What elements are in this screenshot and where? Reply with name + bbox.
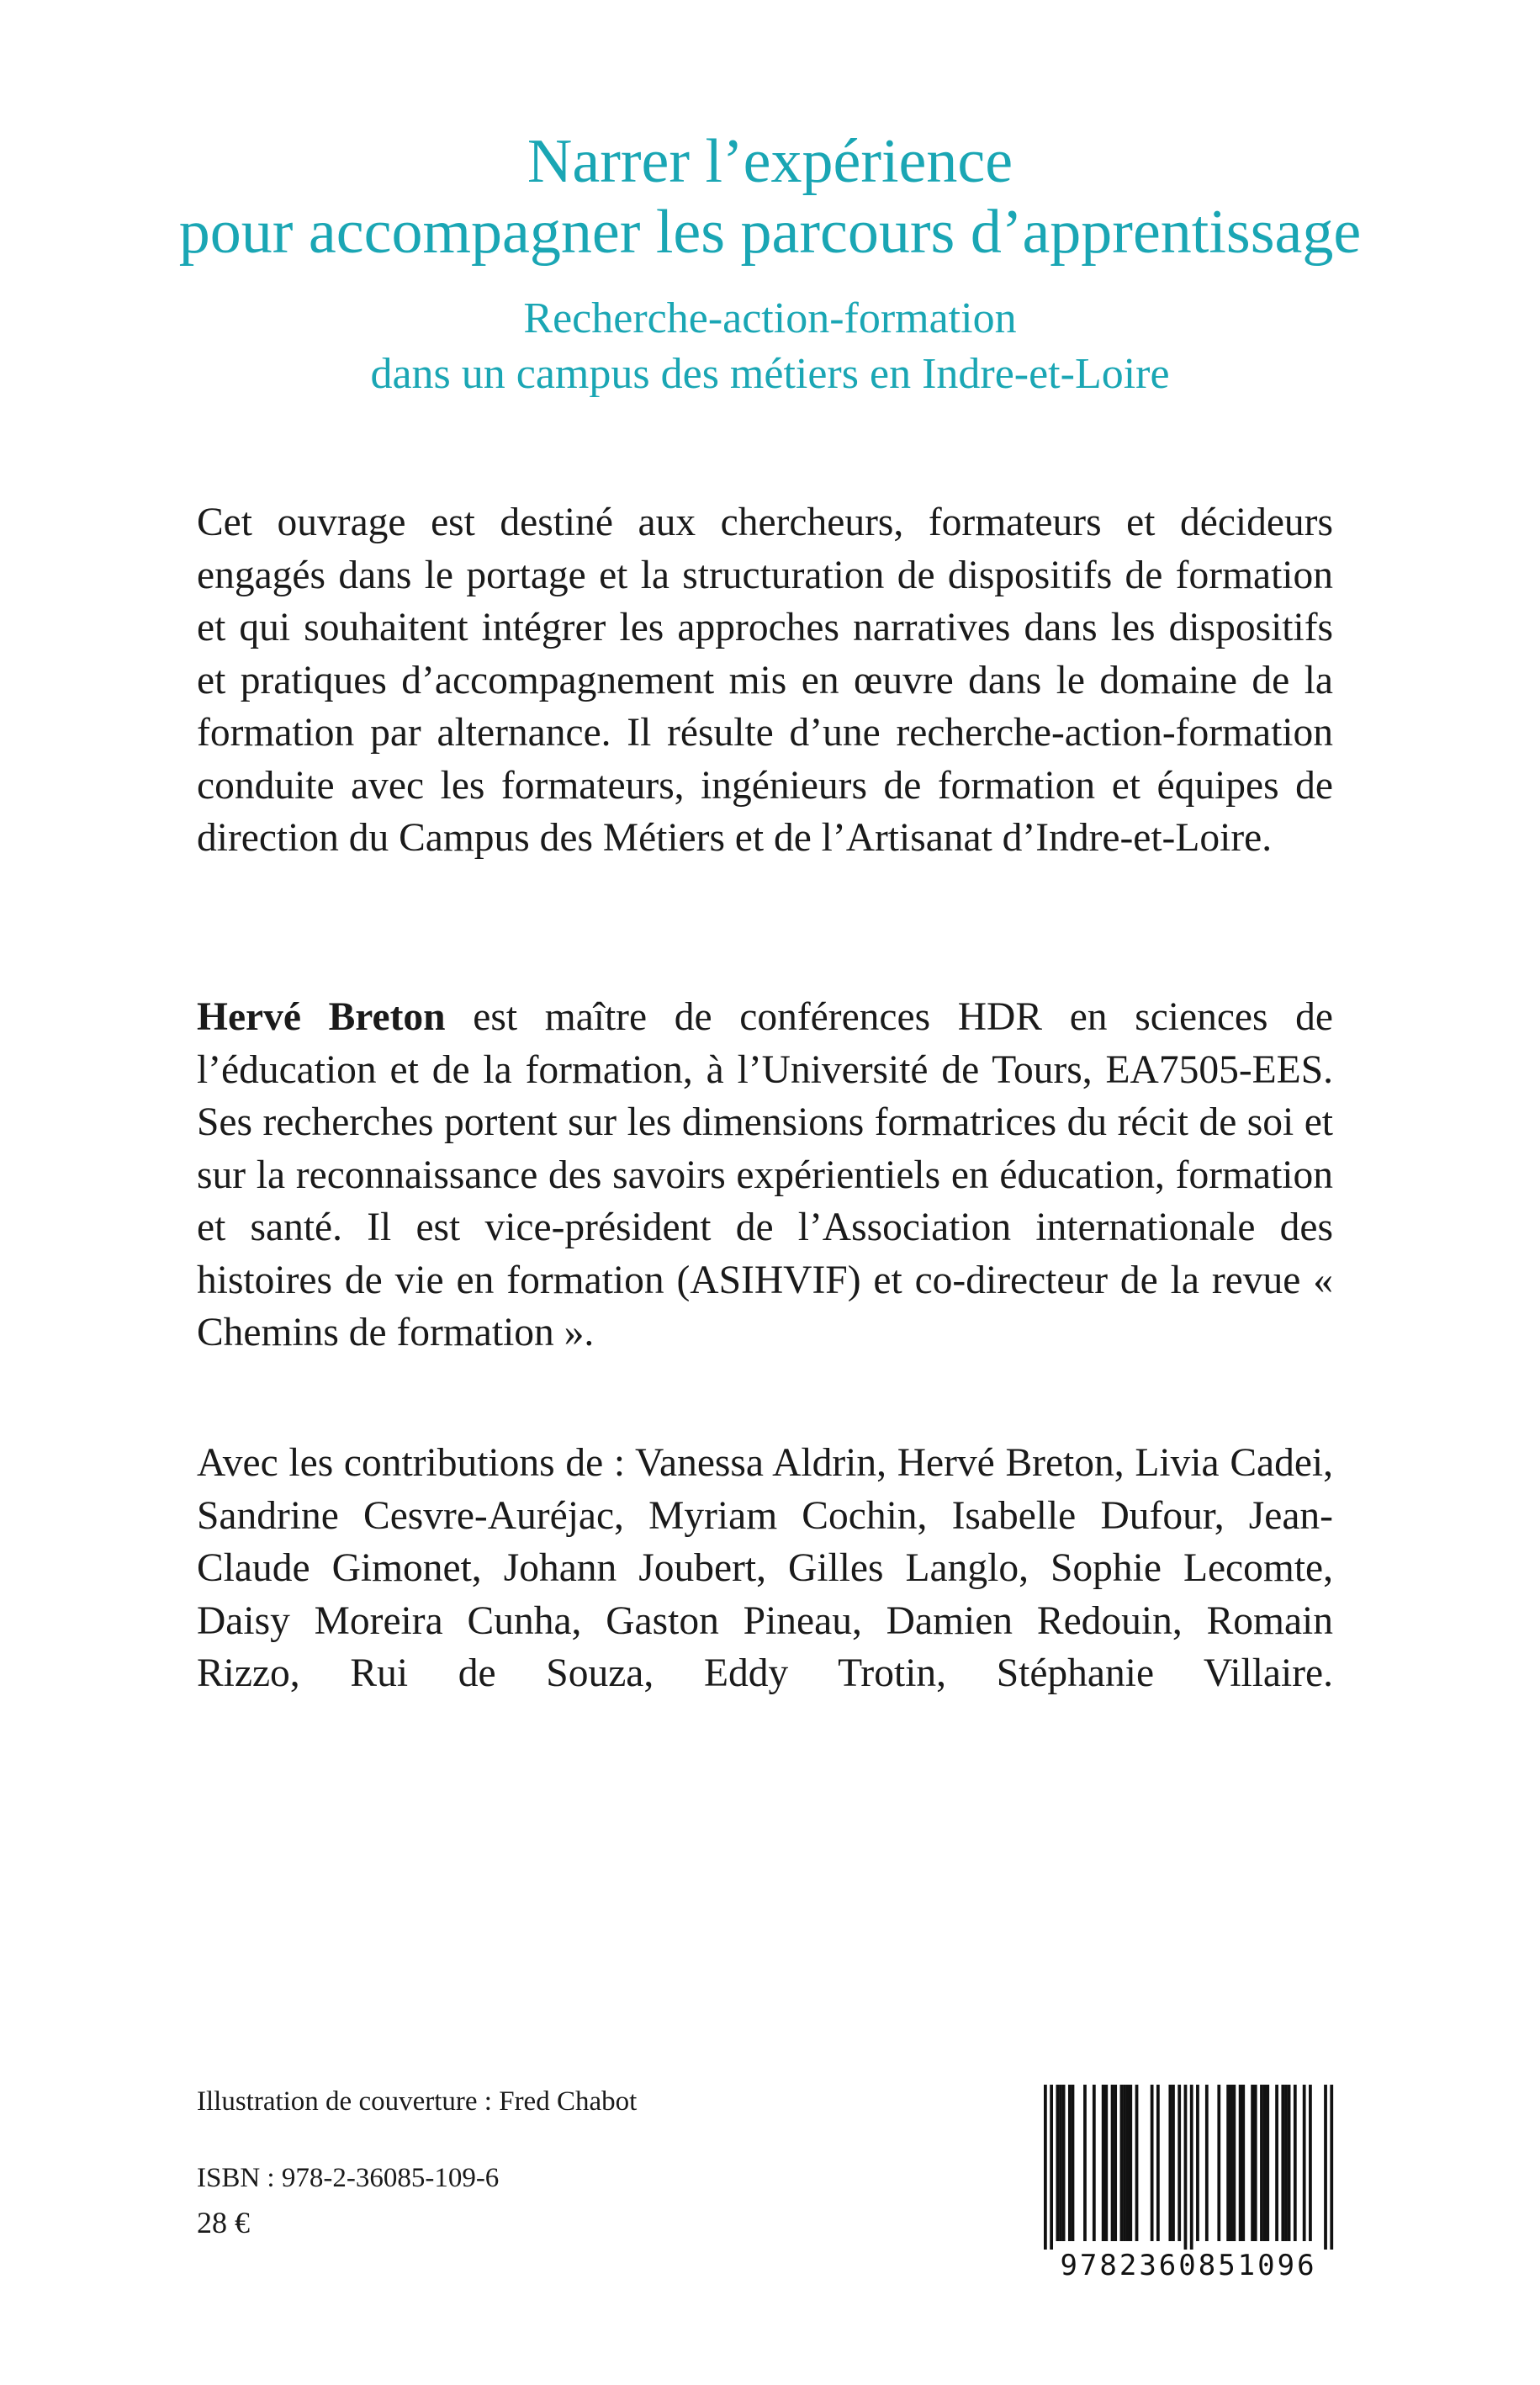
barcode-bar <box>1172 2085 1175 2241</box>
barcode-bar <box>1111 2085 1114 2241</box>
barcode-bar <box>1275 2085 1278 2241</box>
barcode-bar <box>1190 2085 1193 2250</box>
barcode-bar <box>1196 2085 1199 2241</box>
barcode-bar <box>1230 2085 1233 2241</box>
barcode-bar <box>1241 2085 1245 2241</box>
barcode-bar <box>1263 2085 1267 2241</box>
barcode-bar <box>1217 2085 1220 2241</box>
barcode-bar <box>1288 2085 1291 2241</box>
barcode-bar <box>1205 2085 1209 2241</box>
barcode-bar <box>1151 2085 1154 2241</box>
barcode-bar <box>1114 2085 1117 2241</box>
barcode-bar <box>1309 2085 1312 2241</box>
barcode-bar <box>1284 2085 1288 2241</box>
isbn-barcode <box>1040 2085 1336 2281</box>
barcode-bar <box>1294 2085 1297 2241</box>
author-bio: est maître de conférences HDR en sciences de l’éducation et de la formation, à l’Université de Tours, EA7505-EES. Ses recherches portent sur les dimensions formatrices du récit de soi et sur la reconnaissance des savoirs expérientiels en éducation, formation et santé. Il est vice-président de l’Association internationale des histoires de vie en formation (ASIHVIF) et co-directeur de la revue « Chemins de formation ». <box>197 995 1333 1354</box>
subtitle-block <box>0 291 1540 402</box>
barcode-bar <box>1044 2085 1047 2250</box>
barcode-bar <box>1251 2085 1254 2241</box>
barcode-bar <box>1266 2085 1269 2241</box>
book-title-line-2: pour accompagner les parcours d’apprentissage <box>178 198 1362 267</box>
barcode-bar <box>1059 2085 1062 2241</box>
barcode-bars <box>1044 2085 1333 2250</box>
illustration-credit: Illustration de couverture : Fred Chabot <box>197 2086 638 2117</box>
barcode-bar <box>1281 2085 1284 2241</box>
barcode-bar <box>1068 2085 1072 2241</box>
barcode-bar <box>1177 2085 1181 2241</box>
barcode-bar <box>1324 2085 1327 2250</box>
barcode-bar <box>1102 2085 1105 2241</box>
author-bio-paragraph <box>197 991 1333 1359</box>
contributions-paragraph: Avec les contributions de : Vanessa Aldrin, Hervé Breton, Livia Cadei, Sandrine Cesvre-Auréjac, Myriam Cochin, Isabelle Dufour, Jean-Claude Gimonet, Johann Joubert, Gilles Langlo, Sophie Lecomte, Daisy Moreira Cunha, Gaston Pineau, Damien Redouin, Romain Rizzo, Rui de Souza, Eddy Trotin, Stéphanie Villaire. <box>197 1441 1333 1695</box>
barcode-bar <box>1129 2085 1132 2241</box>
book-subtitle-line-1: Recherche-action-formation <box>523 294 1017 342</box>
barcode-bar <box>1056 2085 1059 2241</box>
barcode-bar <box>1184 2085 1188 2250</box>
barcode-bar <box>1254 2085 1257 2241</box>
barcode-bar <box>1303 2085 1306 2241</box>
barcode-bar <box>1062 2085 1066 2241</box>
barcode-bar <box>1330 2085 1333 2250</box>
barcode-bar <box>1260 2085 1263 2241</box>
barcode-bar <box>1120 2085 1124 2241</box>
barcode-bar <box>1156 2085 1160 2241</box>
barcode-bar <box>1226 2085 1230 2241</box>
barcode-bar <box>1050 2085 1053 2250</box>
book-subtitle-line-2: dans un campus des métiers en Indre-et-Loire <box>370 350 1170 398</box>
summary-paragraph: Cet ouvrage est destiné aux chercheurs, formateurs et décideurs engagés dans le portage et la structuration de dispositifs de formation et qui souhaitent intégrer les approches narratives dans les dispositifs et pratiques d’accompagnement mis en œuvre dans le domaine de la formation par alternance. Il résulte d’une recherche-action-formation conduite avec les formateurs, ingénieurs de formation et équipes de direction du Campus des Métiers et de l’Artisanat d’Indre-et-Loire. <box>197 501 1333 860</box>
barcode-bar <box>1233 2085 1236 2241</box>
barcode-bar <box>1083 2085 1087 2241</box>
barcode-bar <box>1168 2085 1172 2241</box>
book-title-line-1: Narrer l’expérience <box>527 127 1013 196</box>
barcode-digits: 9782360851096 <box>1060 2249 1317 2281</box>
isbn-text: ISBN : 978-2-36085-109-6 <box>197 2163 500 2193</box>
barcode-bar <box>1135 2085 1139 2241</box>
author-name: Hervé Breton <box>197 995 446 1039</box>
barcode-bar <box>1239 2085 1242 2241</box>
barcode-bar <box>1126 2085 1130 2241</box>
title-block <box>0 126 1540 268</box>
barcode-bar <box>1123 2085 1126 2241</box>
barcode-bar <box>1104 2085 1108 2241</box>
price-text: 28 € <box>197 2206 250 2239</box>
barcode-bar <box>1093 2085 1096 2241</box>
barcode-bar <box>1072 2085 1075 2241</box>
